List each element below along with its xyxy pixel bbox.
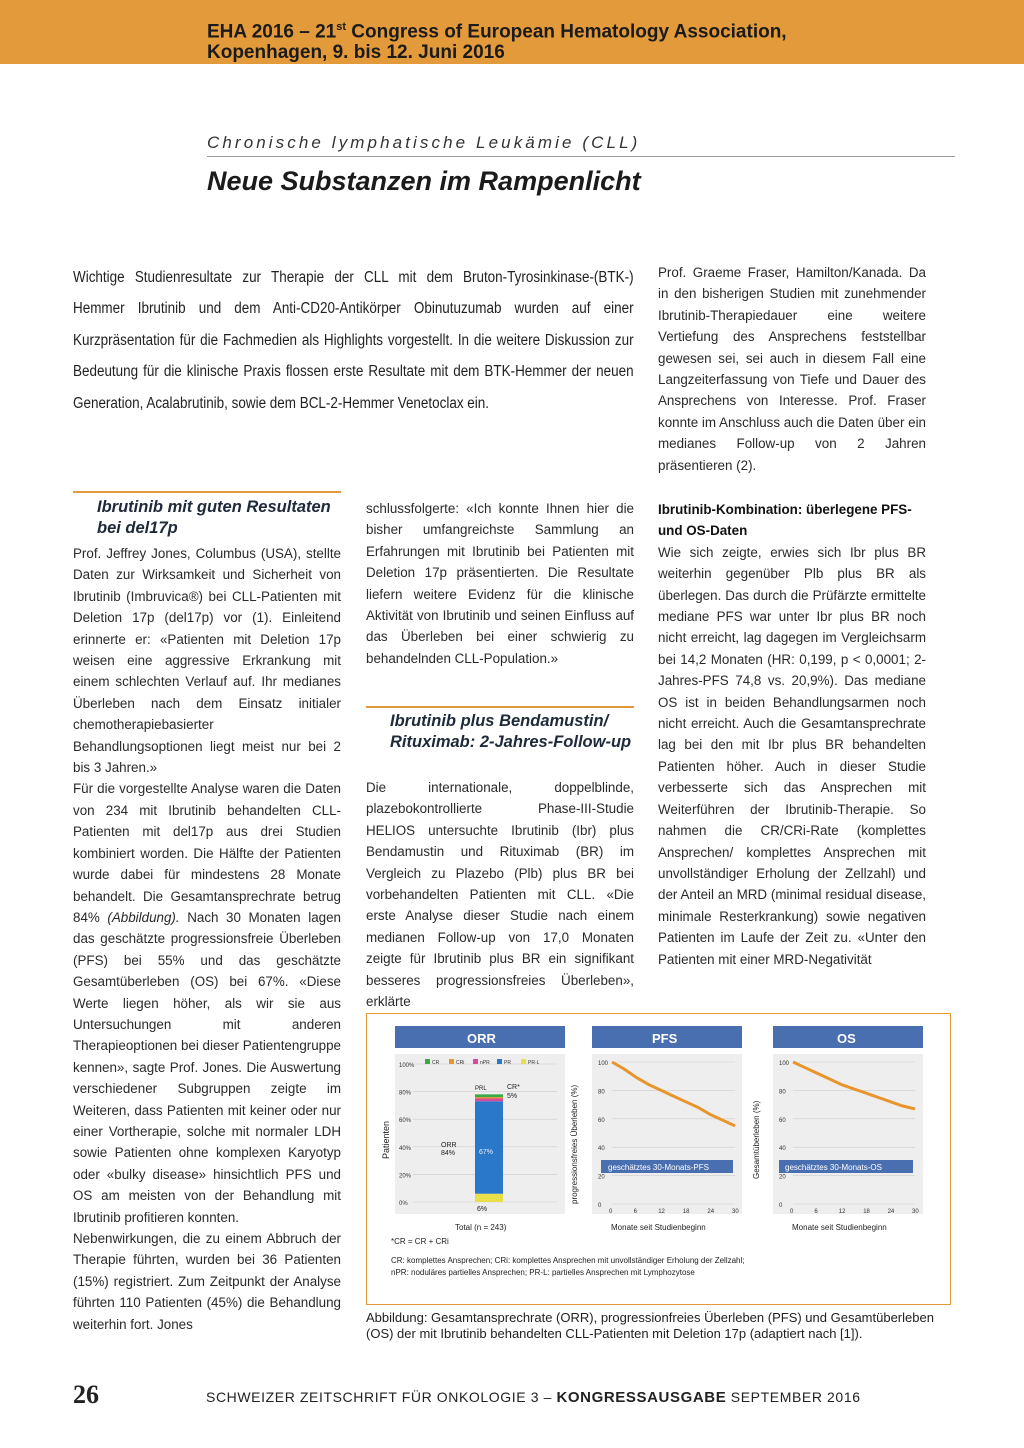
figure-footnote-3: nPR: noduläres partielles Ansprechen; PR-L: partielles Ansprechen mit Lymphozytose: [391, 1268, 695, 1277]
orr-legend-swatch: [521, 1059, 526, 1064]
os-xlabel: Monate seit Studienbeginn: [792, 1223, 887, 1232]
col3-top-text: Prof. Graeme Fraser, Hamilton/Kanada. Da in den bisherigen Studien mit zunehmender Ibrutinib-Therapiedauer eine weitere Vertiefung des Ansprechens feststellbar gewesen sei, sei auch in diesem Fall eine Langzeiterfassung von Tiefe und Dauer des Ansprechens von Interesse. Prof. Fraser konnte im Anschluss auch die Daten über ein medianes Follow-up von 2 Jahren präsentieren (2).: [658, 265, 926, 473]
col2-top-text: schlussfolgerte: «Ich konnte Ihnen hier die bisher umfangreichste Sammlung an Erfahrungen mit Ibrutinib bei Patienten mit Deletion 17p präsentierten. Die Resultate liefern weitere Evidenz für die klinische Aktivität von Ibrutinib und seinen Einfluss auf das Überleben bei einer schwierig zu behandelnden CLL-Population.»: [366, 501, 634, 666]
surv-ytick-label: 100: [598, 1061, 609, 1067]
surv-ytick-label: 20: [598, 1174, 605, 1181]
column3-top: [658, 262, 926, 476]
section1-p2-a: Für die vorgestellte Analyse waren die Daten von 234 mit Ibrutinib behandelten CLL-Patienten mit del17p aus drei Studien kombiniert worden. Die Hälfte der Patienten wurde dabei für mindestens 28 Monate behandelt. Die Gesamtansprechrate betrug 84%: [73, 781, 341, 925]
surv-ytick-label: 20: [779, 1174, 786, 1181]
section2-rule: [366, 706, 634, 708]
orr-bar-segment: [475, 1097, 503, 1098]
surv-xtick-label: 30: [732, 1209, 739, 1215]
orr-bar-segment: [475, 1099, 503, 1102]
os-plot-bg: [773, 1054, 923, 1214]
column1: [73, 543, 341, 1335]
congress-banner: [0, 0, 1024, 64]
surv-xtick-label: 30: [912, 1209, 919, 1215]
figure-footnote-2: CR: komplettes Ansprechen; CRi: komplettes Ansprechen mit unvollständiger Erholung der Zellzahl;: [391, 1256, 745, 1265]
section1-rule: [73, 491, 341, 493]
orr-bottom-label: 6%: [477, 1206, 488, 1213]
section2-p1: Die internationale, doppelblinde, plazebokontrollierte Phase-III-Studie HELIOS untersuchte Ibrutinib (Ibr) plus Bendamustin und Rituximab (BR) im Vergleich zu Plazebo (Plb) plus BR bei vorbehandelten Patienten mit CLL. «Die erste Analyse dieser Studie nach einem medianen Follow-up von 17,0 Monaten zeigte für Ibrutinib plus BR ein signifikant besseres progressionsfreies Überleben», erklärte: [366, 780, 634, 1010]
banner-line1-sup: st: [336, 21, 346, 33]
pfs-xlabel: Monate seit Studienbeginn: [611, 1223, 706, 1232]
surv-xtick-label: 24: [707, 1209, 715, 1215]
orr-xlabel: Total (n = 243): [455, 1223, 507, 1232]
orr-ytick-label: 20%: [399, 1173, 412, 1180]
section1-p3: Nebenwirkungen, die zu einem Abbruch der Therapie führten, wurden bei 36 Patienten (15%) registriert. Zum Zeitpunkt der Analyse führten 110 Patienten (45%) die Behandlung weiterhin fort. Jones: [73, 1231, 341, 1332]
orr-bar-segment: [475, 1094, 503, 1097]
footer-issue: KONGRESSAUSGABE: [556, 1389, 727, 1406]
orr-legend-label: CRi: [456, 1060, 465, 1066]
orr-legend-swatch: [425, 1059, 430, 1064]
surv-xtick-label: 18: [863, 1209, 870, 1215]
banner-line1: [207, 21, 787, 43]
orr-ytick-label: 80%: [399, 1090, 412, 1097]
footer-journal-name: SCHWEIZER ZEITSCHRIFT FÜR ONKOLOGIE 3 –: [206, 1389, 557, 1405]
orr-annot-cr: CR*: [507, 1084, 520, 1091]
surv-xtick-label: 18: [682, 1209, 690, 1215]
figure-footnote-1: *CR = CR + CRi: [391, 1237, 449, 1246]
orr-ytick-label: 40%: [399, 1145, 412, 1152]
surv-xtick-label: 6: [633, 1209, 637, 1215]
orr-bar-segment: [475, 1101, 503, 1193]
banner-line2: Kopenhagen, 9. bis 12. Juni 2016: [207, 42, 505, 63]
pfs-box-label: geschätztes 30-Monats-PFS: [608, 1163, 709, 1172]
orr-legend-swatch: [449, 1059, 454, 1064]
orr-legend-label: PR: [504, 1060, 511, 1066]
orr-annot-pct: 5%: [507, 1093, 518, 1100]
orr-title: ORR: [467, 1031, 496, 1046]
footer-journal: [206, 1389, 861, 1406]
orr-bar-segment: [475, 1194, 503, 1202]
article-kicker: Chronische lymphatische Leukämie (CLL): [207, 133, 641, 152]
column3-bottom: [658, 499, 926, 970]
surv-ytick-label: 0: [598, 1203, 602, 1209]
orr-ytick-label: 60%: [399, 1118, 412, 1125]
orr-legend-swatch: [473, 1059, 478, 1064]
os-ylabel: Gesamtüberleben (%): [752, 1100, 761, 1179]
surv-xtick-label: 0: [790, 1209, 794, 1215]
figure-reference: (Abbildung).: [107, 909, 180, 925]
banner-line1-post: Congress of European Hematology Association,: [346, 21, 787, 43]
surv-ytick-label: 0: [779, 1203, 783, 1209]
pfs-title: PFS: [652, 1031, 678, 1046]
lead-paragraph: Wichtige Studienresultate zur Therapie der CLL mit dem Bruton-Tyrosinkinase-(BTK-) Hemmer Ibrutinib und dem Anti-CD20-Antikörper Obinutuzumab wurden auf einer Kurzpräsentation für die Fachmedien als Highlights vorgestellt. In die weitere Diskussion zur Bedeutung für die klinische Praxis flossen erste Resultate mit dem BTK-Hemmer der neuen Generation, Acalabrutinib, sowie dem BCL-2-Hemmer Venetoclax ein.: [73, 269, 634, 412]
surv-xtick-label: 12: [838, 1209, 846, 1215]
section3-heading: Ibrutinib-Kombination: überlegene PFS- und OS-Daten: [658, 502, 912, 539]
surv-ytick-label: 40: [598, 1146, 605, 1153]
column2: [366, 498, 634, 669]
section1-p1: Prof. Jeffrey Jones, Columbus (USA), stellte Daten zur Wirksamkeit und Sicherheit von Ibrutinib (Imbruvica®) bei CLL-Patienten mit Deletion 17p (del17p) vor (1). Einleitend erinnerte er: «Patienten mit Deletion 17p weisen eine aggressive Erkrankung mit einem schlechten Verlauf auf. Ihr medianes Überleben nach dem Einsatz initialer chemotherapiebasierter Behandlungsoptionen liegt meist nur bei 2 bis 3 Jahren.»: [73, 546, 341, 776]
os-box-label: geschätztes 30-Monats-OS: [785, 1163, 882, 1172]
surv-ytick-label: 60: [779, 1117, 786, 1124]
orr-legend-swatch: [497, 1059, 502, 1064]
orr-ytick-label: 100%: [399, 1063, 415, 1069]
surv-xtick-label: 0: [609, 1209, 613, 1215]
section1-p2-b: Nach 30 Monaten lagen das geschätzte progressionsfreie Überleben (PFS) bei 55% und das geschätzte Gesamtüberleben (OS) bei 67%. «Diese Werte liegen höher, als wir sie aus Untersuchungen mit anderen Therapieoptionen bei dieser Patientengruppe kennen», sagte Prof. Jones. Die Auswertung verschiedener Subgruppen zeigte im Weiteren, dass Patienten mit keiner oder nur einer Vortherapie, solche mit normaler LDH sowie Patienten ohne komplexen Karyotyp oder «bulky disease» hinsichtlich PFS und OS am meisten von der Behandlung mit Ibrutinib profitieren konnten.: [73, 909, 342, 1225]
section2-body: [366, 777, 634, 1012]
section2-heading: Ibrutinib plus Bendamustin/ Rituximab: 2-Jahres-Follow-up: [390, 712, 632, 751]
orr-bar-label-1: ORR: [441, 1142, 457, 1149]
kicker-divider: [207, 156, 955, 157]
orr-seg-label: 67%: [479, 1149, 494, 1156]
figure-caption: Abbildung: Gesamtansprechrate (ORR), progressionfreies Überleben (PFS) und Gesamtüberleben (OS) der mit Ibrutinib behandelten CLL-Patienten mit Deletion 17p (adaptiert nach [1]).: [366, 1310, 934, 1341]
section1-heading: Ibrutinib mit guten Resultaten bei del17p: [97, 498, 331, 537]
section3-p1: Wie sich zeigte, erwies sich Ibr plus BR weiterhin gegenüber Plb plus BR als überlegen. Das durch die Prüfärzte ermittelte mediane PFS war unter Ibr plus BR noch nicht erreicht, lag dagegen im Vergleichsarm bei 14,2 Monaten (HR: 0,199, p < 0,0001; 2-Jahres-PFS 74,8 vs. 20,9%). Das mediane OS ist in beiden Behandlungsarmen noch nicht erreicht. Auch die Gesamtansprechrate lag bei den mit Ibr plus BR behandelten Patienten höher. Auch in dieser Studie verbesserte sich das Ansprechen mit Weiterführen der Ibrutinib-Therapie. So nahmen die CR/CRi-Rate (komplettes Ansprechen/ komplettes Ansprechen mit unvollständiger Erholung der Zellzahl) und der Anteil an MRD (minimal residual disease, minimale Resterkrankung) sowie negativen Patienten im Laufe der Zeit zu. «Unter den Patienten mit einer MRD-Negativität: [658, 544, 926, 967]
surv-ytick-label: 80: [779, 1089, 786, 1096]
orr-ytick-label: 0%: [399, 1201, 408, 1207]
surv-xtick-label: 6: [814, 1209, 818, 1215]
figure-chart: [367, 1014, 950, 1304]
section1-p2: [73, 778, 341, 1228]
surv-ytick-label: 80: [598, 1089, 605, 1096]
orr-ylabel: Patienten: [381, 1120, 391, 1159]
surv-xtick-label: 12: [658, 1209, 665, 1215]
article-headline: Neue Substanzen im Rampenlicht: [207, 166, 641, 196]
orr-legend-label: nPR: [480, 1060, 490, 1066]
os-title: OS: [837, 1031, 856, 1046]
orr-legend-label: PR-L: [528, 1060, 540, 1066]
orr-seg-label-top: PRL: [475, 1086, 487, 1092]
pfs-ylabel: progressionsfreies Überleben (%): [570, 1084, 579, 1204]
banner-line1-pre: EHA 2016 – 21: [207, 21, 337, 43]
figure-box: [366, 1013, 951, 1305]
surv-ytick-label: 40: [779, 1146, 786, 1153]
page-number: 26: [73, 1380, 99, 1409]
orr-legend-label: CR: [432, 1060, 440, 1066]
pfs-plot-bg: [592, 1054, 742, 1214]
surv-xtick-label: 24: [887, 1209, 895, 1215]
footer-date: SEPTEMBER 2016: [726, 1389, 861, 1405]
surv-ytick-label: 100: [779, 1061, 790, 1067]
surv-ytick-label: 60: [598, 1117, 605, 1124]
orr-bar-label-2: 84%: [441, 1150, 456, 1157]
